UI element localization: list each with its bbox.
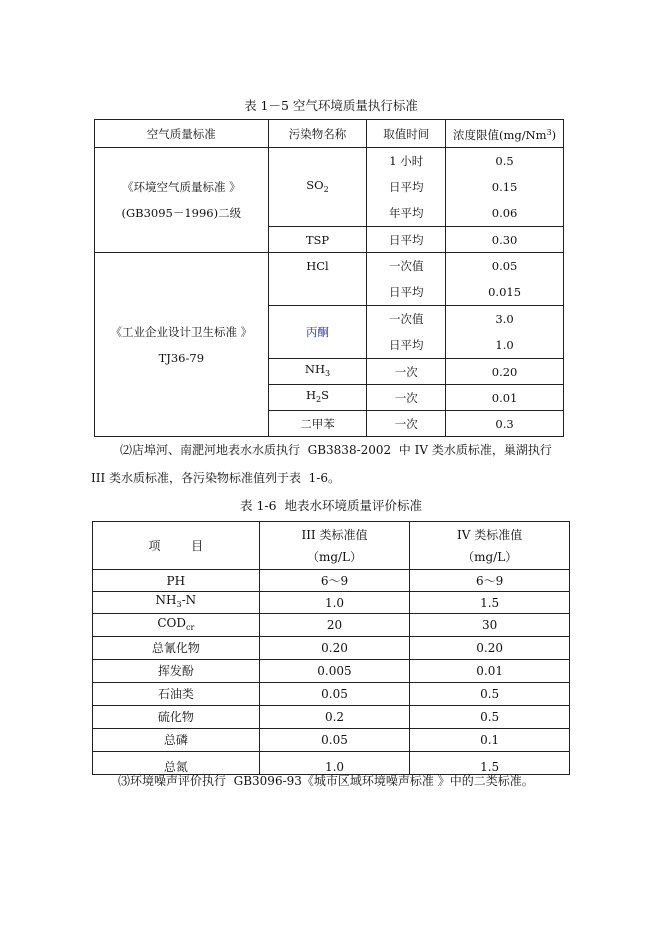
value-iii: 1.0: [259, 592, 410, 614]
pollutant-h2s: $H_2S$: [268, 385, 367, 411]
value-iii: 20: [259, 614, 410, 637]
header-time: 取值时间: [367, 120, 446, 148]
value-iv: 30: [410, 614, 570, 637]
item-total-phosphorus: 总磷: [93, 729, 260, 752]
table2-caption: 表 1-6 地表水环境质量评价标准: [239, 498, 423, 513]
pollutant-acetone: 丙酮: [268, 306, 367, 359]
std-gb3095: 《环境空气质量标准 》 (GB3095－1996)二级: [95, 148, 269, 253]
table-row: [93, 570, 570, 592]
xylene-value: 0.3: [446, 411, 564, 437]
tsp-time: 日平均: [367, 227, 446, 253]
value-iii: 0.05: [259, 683, 410, 706]
table-row: [93, 729, 570, 752]
item-sulfide: 硫化物: [93, 706, 260, 729]
value-iii: 0.005: [259, 660, 410, 683]
so2-values: 0.5 0.15 0.06: [446, 148, 564, 227]
pollutant-tsp: TSP: [268, 227, 367, 253]
item-codcr: $COD_{cr}$: [93, 614, 260, 637]
table-row: [93, 706, 570, 729]
header-air-standard: 空气质量标准: [95, 120, 269, 148]
header-limit: 浓度限值(mg/Nm$^3$): [446, 120, 564, 148]
nh3-time: 一次: [367, 359, 446, 385]
so2-times: 1 小时 日平均 年平均: [367, 148, 446, 227]
pollutant-hcl: HCl: [268, 253, 367, 306]
pollutant-nh3: $NH_3$: [268, 359, 367, 385]
value-iv: 6～9: [410, 570, 570, 592]
table-row: [93, 614, 570, 637]
value-iii: 6～9: [259, 570, 410, 592]
value-iv: 0.5: [410, 683, 570, 706]
item-total-nitrogen: 总氮: [93, 752, 260, 775]
hcl-times: 一次值 日平均: [367, 253, 446, 306]
item-phenol: 挥发酚: [93, 660, 260, 683]
h2s-time: 一次: [367, 385, 446, 411]
item-cyanide: 总氰化物: [93, 637, 260, 660]
acetone-values: 3.0 1.0: [446, 306, 564, 359]
std-tj36: 《工业企业设计卫生标准 》 TJ36-79: [95, 253, 269, 437]
item-ph: PH: [93, 570, 260, 592]
paragraph-water-standard-line2: III 类水质标准，各污染物标准值列于表 1-6。: [91, 471, 340, 485]
air-quality-table: [94, 119, 564, 437]
value-iii: 0.20: [259, 637, 410, 660]
table-row: [93, 637, 570, 660]
xylene-time: 一次: [367, 411, 446, 437]
table-row: [93, 592, 570, 614]
paragraph-noise-standard: ⑶环境噪声评价执行 GB3096-93《城市区域环境噪声标准 》中的二类标准。: [118, 774, 534, 788]
value-iv: 0.5: [410, 706, 570, 729]
value-iv: 0.01: [410, 660, 570, 683]
value-iii: 0.05: [259, 729, 410, 752]
nh3-value: 0.20: [446, 359, 564, 385]
value-iii: 1.0: [259, 752, 410, 775]
pollutant-so2: $SO_2$: [268, 148, 367, 227]
value-iv: 0.1: [410, 729, 570, 752]
surface-water-table: [92, 521, 570, 775]
header-item: 项 目: [93, 522, 260, 570]
paragraph-water-standard-line1: ⑵店埠河、南淝河地表水水质执行 GB3838-2002 中 IV 类水质标准，巢湖执行: [120, 443, 552, 457]
acetone-times: 一次值 日平均: [367, 306, 446, 359]
tsp-value: 0.30: [446, 227, 564, 253]
value-iv: 0.20: [410, 637, 570, 660]
value-iv: 1.5: [410, 592, 570, 614]
pollutant-xylene: 二甲苯: [268, 411, 367, 437]
h2s-value: 0.01: [446, 385, 564, 411]
table1-caption: 表 1－5 空气环境质量执行标准: [244, 98, 418, 113]
table-row: [93, 683, 570, 706]
table-row: [93, 660, 570, 683]
header-class-iv: IV 类标准值 （mg/L）: [410, 522, 570, 570]
item-petroleum: 石油类: [93, 683, 260, 706]
hcl-values: 0.05 0.015: [446, 253, 564, 306]
value-iv: 1.5: [410, 752, 570, 775]
header-class-iii: III 类标准值 （mg/L）: [259, 522, 410, 570]
item-nh3n: $NH_3-N$: [93, 592, 260, 614]
header-pollutant: 污染物名称: [268, 120, 367, 148]
value-iii: 0.2: [259, 706, 410, 729]
